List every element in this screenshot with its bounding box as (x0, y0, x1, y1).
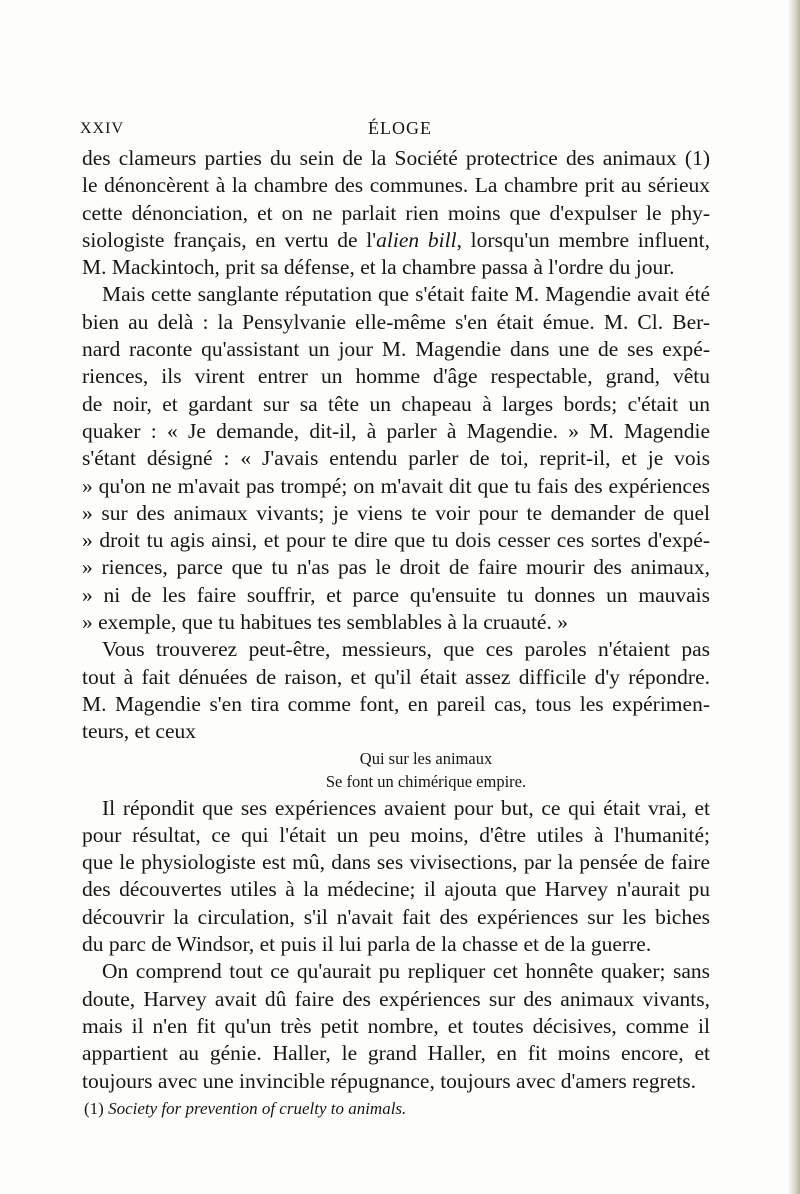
footnote (82, 1097, 710, 1121)
text-block-before-verse (82, 145, 710, 746)
text-line: que le physiologiste est mû, dans ses vivisections, par la pensée de faire (82, 850, 710, 875)
verse-line: Qui sur les animaux (359, 748, 493, 768)
page-number: XXIV (80, 120, 124, 137)
footnote-text: Society for prevention of cruelty to animals. (108, 1098, 407, 1118)
paragraph (82, 958, 710, 1094)
page-header (80, 118, 720, 142)
body-text (82, 145, 710, 1121)
verse-quotation (82, 747, 710, 793)
text-line: cette dénonciation, et on ne parlait rien moins que d'expulser le phy- (82, 200, 710, 225)
text-line: teurs, et ceux (82, 719, 197, 744)
paragraph (82, 145, 710, 281)
text-line: riences, ils virent entrer un homme d'âge respectable, grand, vêtu (82, 364, 710, 389)
text-line: mais il n'en fit qu'un très petit nombre, et toutes décisives, comme il (82, 1013, 710, 1038)
text-line: s'étant désigné : « J'avais entendu parler de toi, reprit-il, et je vois (82, 446, 710, 471)
text-line: du parc de Windsor, et puis il lui parla de la chasse et de la guerre. (82, 932, 652, 957)
text-line: bien au delà : la Pensylvanie elle-même s'en était émue. M. Cl. Ber- (82, 309, 710, 334)
text-line: doute, Harvey avait dû faire des expériences sur des animaux vivants, (82, 986, 710, 1011)
text-line: » qu'on ne m'avait pas trompé; on m'avait dit que tu fais des expériences (82, 473, 710, 498)
text-line: le dénoncèrent à la chambre des communes. La chambre prit au sérieux (82, 173, 710, 198)
text-line: nard raconte qu'assistant un jour M. Magendie dans une de ses expé- (82, 337, 710, 362)
paragraph (82, 795, 710, 959)
text-line: des découvertes utiles à la médecine; il ajouta que Harvey n'aurait pu (82, 877, 710, 902)
text-line: » riences, parce que tu n'as pas le droit de faire mourir des animaux, (82, 555, 710, 580)
footnote-marker: (1) (84, 1098, 104, 1118)
text-block-after-verse (82, 795, 710, 1095)
text-line: M. Mackintoch, prit sa défense, et la chambre passa à l'ordre du jour. (82, 255, 675, 280)
text-line: pour résultat, ce qui l'était un peu moins, d'être utiles à l'humanité; (82, 822, 710, 847)
text-line: quaker : « Je demande, dit-il, à parler à Magendie. » M. Magendie (82, 418, 710, 443)
text-line: Mais cette sanglante réputation que s'était faite M. Magendie avait été (102, 282, 710, 307)
text-line: » droit tu agis ainsi, et pour te dire que tu dois cesser ces sortes d'expé- (82, 528, 710, 553)
text-line: tout à fait dénuées de raison, et qu'il était assez difficile d'y répondre. (82, 664, 710, 689)
verse-line: Se font un chimérique empire. (325, 771, 527, 791)
text-line: des clameurs parties du sein de la Société protectrice des animaux (1) (82, 146, 710, 170)
paragraph (82, 636, 710, 745)
text-line: de noir, et gardant sur sa tête un chapeau à larges bords; c'était un (82, 391, 710, 416)
text-line: M. Magendie s'en tira comme font, en pareil cas, tous les expérimen- (82, 691, 710, 716)
text-line: » exemple, que tu habitues tes semblables à la cruauté. » (82, 610, 568, 635)
text-line: découvrir la circulation, s'il n'avait fait des expériences sur les biches (82, 904, 710, 929)
text-line: » ni de les faire souffrir, et parce qu'ensuite tu donnes un mauvais (82, 582, 710, 607)
page-edge-shadow (788, 0, 800, 1194)
text-line: Vous trouverez peut-être, messieurs, que ces paroles n'étaient pas (102, 637, 710, 662)
text-line: On comprend tout ce qu'aurait pu repliquer cet honnête quaker; sans (102, 959, 710, 984)
text-line: » sur des animaux vivants; je viens te voir pour te demander de quel (82, 500, 710, 525)
text-line: Il répondit que ses expériences avaient pour but, ce qui était vrai, et (102, 795, 710, 820)
paragraph (82, 281, 710, 636)
text-line: siologiste français, en vertu de l'alien bill, lorsqu'un membre influent, (82, 227, 710, 252)
text-line: toujours avec une invincible répugnance, toujours avec d'amers regrets. (82, 1068, 697, 1093)
running-head: ÉLOGE (368, 118, 432, 138)
text-line: appartient au génie. Haller, le grand Haller, en fit moins encore, et (82, 1041, 710, 1066)
